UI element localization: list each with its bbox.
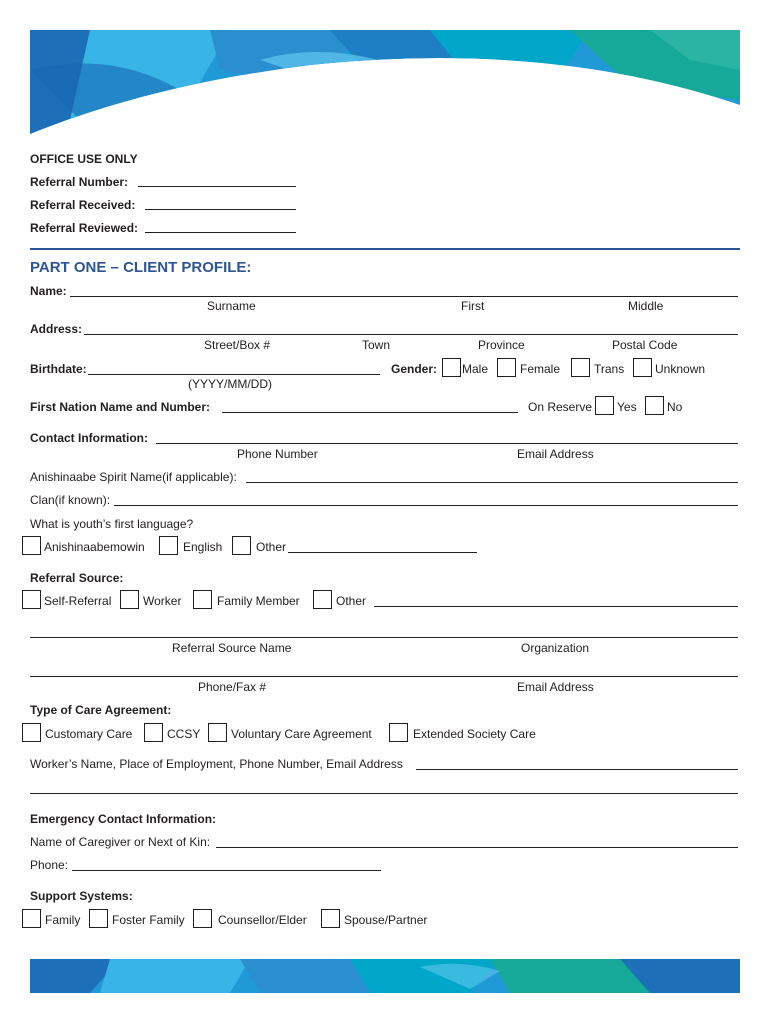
referral-source-label: Referral Source: [30, 571, 124, 585]
worker-info-field-2[interactable] [30, 793, 738, 794]
referral-family-label: Family Member [217, 594, 300, 608]
email-caption: Email Address [517, 447, 594, 461]
language-question: What is youth’s first language? [30, 517, 194, 531]
gender-male-checkbox[interactable] [442, 358, 461, 377]
support-family-label: Family [45, 913, 81, 927]
emergency-phone-label: Phone: [30, 858, 69, 872]
care-voluntary-label: Voluntary Care Agreement [231, 727, 372, 741]
referral-self-label: Self-Referral [44, 594, 112, 608]
referral-self-checkbox[interactable] [22, 590, 41, 609]
phone-caption: Phone Number [237, 447, 318, 461]
referral-family-checkbox[interactable] [193, 590, 212, 609]
gender-unknown-checkbox[interactable] [633, 358, 652, 377]
referral-email-caption: Email Address [517, 680, 594, 694]
referral-number-field[interactable] [138, 186, 296, 187]
phone-fax-caption: Phone/Fax # [198, 680, 267, 694]
support-spouse-checkbox[interactable] [321, 909, 340, 928]
emergency-phone-field[interactable] [72, 870, 381, 871]
referral-other-checkbox[interactable] [313, 590, 332, 609]
contact-label: Contact Information: [30, 431, 148, 445]
care-voluntary-checkbox[interactable] [208, 723, 227, 742]
care-extended-checkbox[interactable] [389, 723, 408, 742]
care-extended-label: Extended Society Care [413, 727, 536, 741]
gender-female-checkbox[interactable] [497, 358, 516, 377]
support-counsellor-label: Counsellor/Elder [218, 913, 307, 927]
referral-number-label: Referral Number: [30, 175, 129, 189]
referral-source-name-field[interactable] [30, 637, 738, 638]
language-anishinaabemowin-checkbox[interactable] [22, 536, 41, 555]
office-use-title: OFFICE USE ONLY [30, 152, 138, 166]
gender-trans-label: Trans [594, 362, 625, 376]
referral-received-field[interactable] [145, 209, 296, 210]
language-other-checkbox[interactable] [232, 536, 251, 555]
support-label: Support Systems: [30, 889, 133, 903]
care-ccsy-label: CCSY [167, 727, 201, 741]
clan-field[interactable] [114, 505, 738, 506]
language-english-label: English [183, 540, 223, 554]
gender-female-label: Female [520, 362, 561, 376]
on-reserve-label: On Reserve [528, 400, 593, 414]
birthdate-format-caption: (YYYY/MM/DD) [188, 377, 272, 391]
gender-trans-checkbox[interactable] [571, 358, 590, 377]
town-caption: Town [362, 338, 391, 352]
support-family-checkbox[interactable] [22, 909, 41, 928]
gender-male-label: Male [462, 362, 489, 376]
spirit-name-field[interactable] [246, 482, 738, 483]
worker-info-field[interactable] [416, 769, 738, 770]
first-caption: First [461, 299, 485, 313]
first-nation-field[interactable] [222, 412, 518, 413]
referral-worker-checkbox[interactable] [120, 590, 139, 609]
name-field[interactable] [70, 296, 738, 297]
birthdate-label: Birthdate: [30, 362, 87, 376]
language-anishinaabemowin-label: Anishinaabemowin [44, 540, 145, 554]
birthdate-field[interactable] [88, 374, 380, 375]
support-foster-checkbox[interactable] [89, 909, 108, 928]
gender-label: Gender: [391, 362, 438, 376]
support-spouse-label: Spouse/Partner [344, 913, 428, 927]
support-foster-label: Foster Family [112, 913, 185, 927]
province-caption: Province [478, 338, 525, 352]
referral-reviewed-label: Referral Reviewed: [30, 221, 139, 235]
referral-source-name-caption: Referral Source Name [172, 641, 292, 655]
referral-contact-field[interactable] [30, 676, 738, 677]
referral-other-field[interactable] [374, 606, 738, 607]
header-banner [30, 30, 740, 134]
contact-field[interactable] [156, 443, 738, 444]
care-ccsy-checkbox[interactable] [144, 723, 163, 742]
care-customary-label: Customary Care [45, 727, 133, 741]
care-agreement-label: Type of Care Agreement: [30, 703, 172, 717]
spirit-name-label: Anishinaabe Spirit Name(if applicable): [30, 470, 237, 484]
referral-reviewed-field[interactable] [145, 232, 296, 233]
referral-other-label: Other [336, 594, 367, 608]
referral-received-label: Referral Received: [30, 198, 136, 212]
worker-info-label: Worker’s Name, Place of Employment, Phone Number, Email Address [30, 757, 403, 771]
emergency-label: Emergency Contact Information: [30, 812, 217, 826]
on-reserve-yes-label: Yes [617, 400, 637, 414]
on-reserve-no-checkbox[interactable] [645, 396, 664, 415]
part-one-title: PART ONE – CLIENT PROFILE: [30, 259, 252, 276]
address-label: Address: [30, 322, 83, 336]
middle-caption: Middle [628, 299, 664, 313]
caregiver-label: Name of Caregiver or Next of Kin: [30, 835, 211, 849]
care-customary-checkbox[interactable] [22, 723, 41, 742]
gender-unknown-label: Unknown [655, 362, 706, 376]
surname-caption: Surname [207, 299, 256, 313]
postal-caption: Postal Code [612, 338, 678, 352]
language-other-label: Other [256, 540, 287, 554]
referral-worker-label: Worker [143, 594, 182, 608]
name-label: Name: [30, 284, 67, 298]
on-reserve-yes-checkbox[interactable] [595, 396, 614, 415]
language-other-field[interactable] [288, 552, 477, 553]
address-field[interactable] [84, 334, 738, 335]
language-english-checkbox[interactable] [159, 536, 178, 555]
on-reserve-no-label: No [667, 400, 683, 414]
section-divider [30, 248, 740, 250]
caregiver-field[interactable] [216, 847, 738, 848]
street-caption: Street/Box # [204, 338, 271, 352]
footer-banner [30, 959, 740, 993]
support-counsellor-checkbox[interactable] [193, 909, 212, 928]
clan-label: Clan(if known): [30, 493, 111, 507]
organization-caption: Organization [521, 641, 590, 655]
first-nation-label: First Nation Name and Number: [30, 400, 211, 414]
